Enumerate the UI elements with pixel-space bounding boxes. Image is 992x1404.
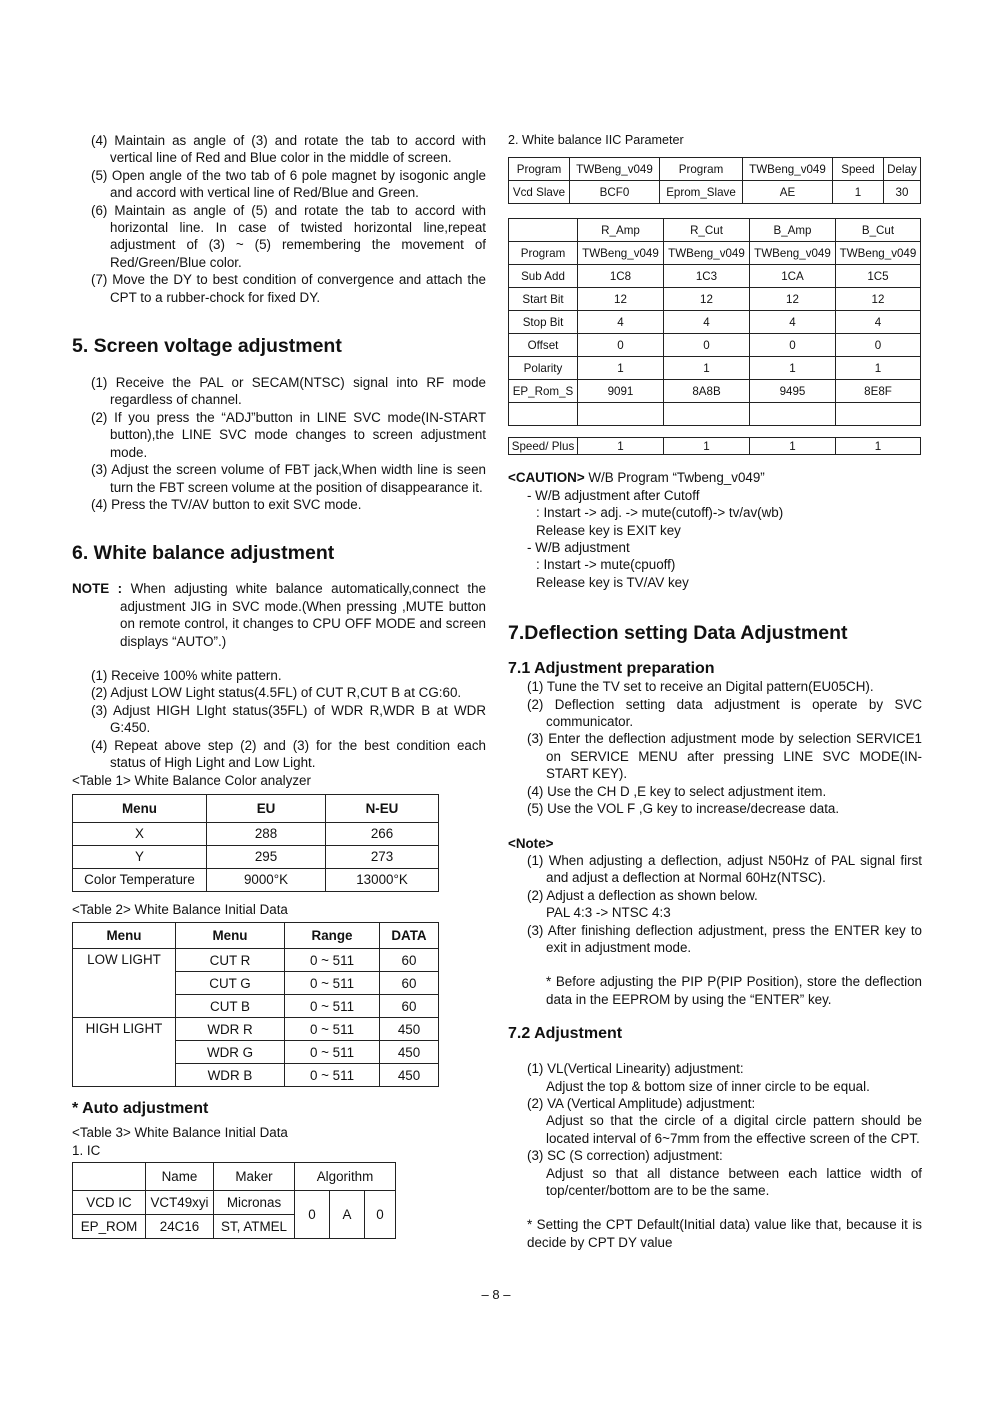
table-cell: Speed <box>833 158 884 181</box>
table-cell <box>509 219 578 242</box>
table-cell: 1 <box>664 357 750 380</box>
table-cell: 0 <box>365 1191 396 1239</box>
section-71-heading: 7.1 Adjustment preparation <box>508 660 715 678</box>
table-cell: 0 ~ 511 <box>285 995 380 1018</box>
note-star: * Before adjusting the PIP P(PIP Position), store the deflection data in the EEPROM by using the “ENTER” key. <box>546 974 922 1007</box>
table-cell: 266 <box>326 822 439 845</box>
table-cell: WDR G <box>176 1041 285 1064</box>
s71-item: (1) Tune the TV set to receive an Digital pattern(EU05CH). <box>527 679 874 695</box>
table-row <box>73 1018 439 1041</box>
table-cell: 0 ~ 511 <box>285 1018 380 1041</box>
table-cell: 60 <box>380 949 439 972</box>
table2-header: Range <box>285 923 380 949</box>
table-cell: 60 <box>380 972 439 995</box>
table-cell: 0 <box>836 334 921 357</box>
table3-caption: <Table 3> White Balance Initial Data <box>72 1125 288 1141</box>
section-72-heading: 7.2 Adjustment <box>508 1025 623 1043</box>
table-cell: 8A8B <box>664 380 750 403</box>
table-cell: Maker <box>214 1163 295 1191</box>
s72-item-body: Adjust the top & bottom size of inner circle to be equal. <box>546 1078 870 1094</box>
table-cell: R_Amp <box>578 219 664 242</box>
right-column <box>508 132 922 1251</box>
table-cell: 1 <box>578 357 664 380</box>
table2-header: Menu <box>73 923 176 949</box>
table-cell: Sub Add <box>509 265 578 288</box>
table-row <box>73 845 439 868</box>
iic-table-program <box>508 157 921 204</box>
s72-item-body: Adjust so that the circle of a digital circle pattern should be located interval of 6~7mm from the effective screen of the CPT. <box>546 1113 922 1146</box>
table-cell: 0 <box>664 334 750 357</box>
table-cell: Program <box>660 158 743 181</box>
section-6-list <box>72 667 486 771</box>
table-cell: 1 <box>833 181 884 204</box>
table-cell <box>836 403 921 426</box>
table-cell: 4 <box>578 311 664 334</box>
s6-item: (4) Repeat above step (2) and (3) for the best condition each status of High Light and Low Light. <box>91 737 486 770</box>
caution-text: W/B Program “Twbeng_v049” <box>584 470 765 486</box>
table-cell: Stop Bit <box>509 311 578 334</box>
table-cell: 295 <box>207 845 326 868</box>
table-cell: 1 <box>750 357 836 380</box>
table-cell <box>578 403 664 426</box>
table-cell: 0 <box>578 334 664 357</box>
table1-header: EU <box>207 794 326 822</box>
table-cell: Delay <box>884 158 921 181</box>
table-cell: Offset <box>509 334 578 357</box>
table-cell: AE <box>743 181 833 204</box>
iic-caption: 2. White balance IIC Parameter <box>508 133 684 147</box>
table-cell: 450 <box>380 1041 439 1064</box>
table-cell: 12 <box>578 288 664 311</box>
intro-list <box>72 132 486 306</box>
s5-item: (3) Adjust the screen volume of FBT jack,When width line is seen turn the FBT screen volume at the position of disappearance it. <box>91 462 486 495</box>
table-row <box>509 357 921 380</box>
table-row <box>509 380 921 403</box>
table3-ic <box>72 1162 396 1239</box>
table-cell: 450 <box>380 1064 439 1087</box>
s5-item: (4) Press the TV/AV button to exit SVC mode. <box>91 496 362 512</box>
intro-item: (6) Maintain as angle of (5) and rotate the tab to accord with horizontal line. In case of twisted horizontal line,repeat adjustment of (3) ~ (5) remembering the movement of Red/Green/Blue color. <box>91 202 486 270</box>
table-row <box>509 219 921 242</box>
table-row <box>73 1191 396 1215</box>
caution-item: - W/B adjustment <box>527 540 630 556</box>
table1-caption: <Table 1> White Balance Color analyzer <box>72 773 311 789</box>
table-cell: 288 <box>207 822 326 845</box>
table-cell: 9000°K <box>207 868 326 891</box>
table-cell: TWBeng_v049 <box>743 158 833 181</box>
table-cell <box>509 403 578 426</box>
table-cell: 4 <box>750 311 836 334</box>
table-row <box>509 288 921 311</box>
s72-item-title: (3) SC (S correction) adjustment: <box>527 1148 723 1164</box>
table-cell: Polarity <box>509 357 578 380</box>
table-cell: TWBeng_v049 <box>578 242 664 265</box>
table-cell: 9091 <box>578 380 664 403</box>
section-72-list <box>508 1060 922 1199</box>
note-item: (2) Adjust a deflection as shown below. <box>527 887 758 903</box>
note-item: (1) When adjusting a deflection, adjust N50Hz of PAL signal first and adjust a deflection at Normal 60Hz(NTSC). <box>527 852 922 886</box>
table-cell <box>73 1163 146 1191</box>
table-cell: HIGH LIGHT <box>73 1018 176 1087</box>
table-row <box>509 311 921 334</box>
table-cell: CUT G <box>176 972 285 995</box>
caution-item: : Instart -> mute(cpuoff) <box>536 557 676 573</box>
left-column <box>72 132 486 1239</box>
table-cell: A <box>330 1191 365 1239</box>
table2-caption: <Table 2> White Balance Initial Data <box>72 901 288 917</box>
table-cell <box>750 403 836 426</box>
table-row <box>509 403 921 426</box>
table-cell: 1 <box>836 357 921 380</box>
table-cell: 450 <box>380 1018 439 1041</box>
table-cell: 1 <box>664 438 750 455</box>
section-5-heading: 5. Screen voltage adjustment <box>72 335 342 358</box>
table-cell: 1C3 <box>664 265 750 288</box>
table-cell: EP_ROM <box>73 1215 146 1239</box>
table-cell: TWBeng_v049 <box>664 242 750 265</box>
table-cell: VCT49xyi <box>146 1191 214 1215</box>
table-cell: Algorithm <box>295 1163 396 1191</box>
table-cell: Name <box>146 1163 214 1191</box>
table-cell: 30 <box>884 181 921 204</box>
table-cell: X <box>73 822 207 845</box>
table-row <box>509 158 921 181</box>
table-row <box>509 181 921 204</box>
s72-item-body: Adjust so that all distance between each lattice width of top/center/bottom are to be the same. <box>546 1165 922 1198</box>
table-cell: 0 ~ 511 <box>285 1064 380 1087</box>
table1-white-balance-analyzer <box>72 794 439 892</box>
table-cell: Speed/ Plus <box>509 438 578 455</box>
table-cell: VCD IC <box>73 1191 146 1215</box>
table-cell: TWBeng_v049 <box>750 242 836 265</box>
table-cell: 0 <box>295 1191 330 1239</box>
table-cell: Vcd Slave <box>509 181 570 204</box>
table-cell: 0 ~ 511 <box>285 949 380 972</box>
table-cell: 0 <box>750 334 836 357</box>
table-cell: Program <box>509 158 570 181</box>
s6-item: (3) Adjust HIGH LIght status(35FL) of WDR R,WDR B at WDR G:450. <box>91 702 486 736</box>
s5-item: (1) Receive the PAL or SECAM(NTSC) signal into RF mode regardless of channel. <box>91 375 486 408</box>
note-pal-line: PAL 4:3 -> NTSC 4:3 <box>546 905 671 921</box>
table-row <box>509 265 921 288</box>
s72-item-title: (2) VA (Vertical Amplitude) adjustment: <box>527 1095 756 1111</box>
table-cell: 8E8F <box>836 380 921 403</box>
table-cell: Micronas <box>214 1191 295 1215</box>
note-item: (3) After finishing deflection adjustment, press the ENTER key to exit in adjustment mode. <box>527 922 922 955</box>
table-cell: 0 ~ 511 <box>285 1041 380 1064</box>
table-row <box>509 438 921 455</box>
table-cell: 1C8 <box>578 265 664 288</box>
s6-item: (1) Receive 100% white pattern. <box>91 667 282 683</box>
table-cell: 24C16 <box>146 1215 214 1239</box>
note-label: NOTE : <box>72 581 123 597</box>
table-cell: Eprom_Slave <box>660 181 743 204</box>
table2-white-balance-initial <box>72 922 439 1087</box>
page-number: – 8 – <box>481 1287 511 1302</box>
caution-item: Release key is EXIT key <box>536 522 681 538</box>
note-paragraph <box>72 580 486 650</box>
table-cell: TWBeng_v049 <box>570 158 660 181</box>
table-cell: 0 ~ 511 <box>285 972 380 995</box>
caution-line <box>508 469 922 486</box>
table-cell: 273 <box>326 845 439 868</box>
table-cell: 12 <box>750 288 836 311</box>
table3-subcaption: 1. IC <box>72 1142 101 1158</box>
table-cell: Program <box>509 242 578 265</box>
table-cell <box>664 403 750 426</box>
table-cell: 1 <box>836 438 921 455</box>
table-cell: LOW LIGHT <box>73 949 176 1018</box>
table-cell: R_Cut <box>664 219 750 242</box>
s72-item-title: (1) VL(Vertical Linearity) adjustment: <box>527 1061 744 1077</box>
table-cell: ST, ATMEL <box>214 1215 295 1239</box>
table1-header: N-EU <box>326 794 439 822</box>
note-heading: <Note> <box>508 835 554 851</box>
iic-table-channels <box>508 218 921 426</box>
table-cell: B_Cut <box>836 219 921 242</box>
final-note: * Setting the CPT Default(Initial data) value like that, because it is decide by CPT DY value <box>527 1217 922 1250</box>
s5-item: (2) If you press the “ADJ”button in LINE SVC mode(IN-START button),the LINE SVC mode changes to screen adjustment mode. <box>91 409 486 460</box>
table-cell: 1 <box>578 438 664 455</box>
table-cell: 9495 <box>750 380 836 403</box>
s6-item: (2) Adjust LOW Light status(4.5FL) of CUT R,CUT B at CG:60. <box>91 685 462 701</box>
caution-item: Release key is TV/AV key <box>536 574 689 590</box>
intro-item: (4) Maintain as angle of (3) and rotate the tab to accord with vertical line of Red and Blue color in the middle of screen. <box>91 133 486 166</box>
table2-header: DATA <box>380 923 439 949</box>
table-cell: TWBeng_v049 <box>836 242 921 265</box>
table-row <box>73 949 439 972</box>
table-cell: Start Bit <box>509 288 578 311</box>
table-cell: 12 <box>836 288 921 311</box>
table-cell: BCF0 <box>570 181 660 204</box>
auto-adjustment-heading: * Auto adjustment <box>72 1100 209 1118</box>
table-cell: 60 <box>380 995 439 1018</box>
section-71-list <box>508 678 922 817</box>
note-text: When adjusting white balance automatically,connect the adjustment JIG in SVC mode.(When pressing ,MUTE button on remote control, it changes to CPU OFF MODE and screen displays “AUTO”.) <box>120 581 486 649</box>
table-cell: CUT B <box>176 995 285 1018</box>
section-6-heading: 6. White balance adjustment <box>72 542 335 565</box>
section-5-list <box>72 374 486 513</box>
table-cell: 4 <box>664 311 750 334</box>
intro-item: (5) Open angle of the two tab of 6 pole magnet by isogonic angle and accord with vertical line of Red/Blue and Green. <box>91 167 486 201</box>
iic-table-speed <box>508 437 921 455</box>
table-cell: CUT R <box>176 949 285 972</box>
table-cell: Color Temperature <box>73 868 207 891</box>
table-cell: EP_Rom_S <box>509 380 578 403</box>
caution-item: : Instart -> adj. -> mute(cutoff)-> tv/av(wb) <box>536 505 784 521</box>
table-cell: 1C5 <box>836 265 921 288</box>
s71-item: (4) Use the CH D ,E key to select adjustment item. <box>527 783 827 799</box>
caution-item: - W/B adjustment after Cutoff <box>527 487 700 503</box>
table-cell: 1CA <box>750 265 836 288</box>
table-cell: B_Amp <box>750 219 836 242</box>
table-cell: WDR R <box>176 1018 285 1041</box>
s71-item: (2) Deflection setting data adjustment is operate by SVC communicator. <box>527 696 922 730</box>
section-7-heading: 7.Deflection setting Data Adjustment <box>508 622 848 645</box>
table-cell: 4 <box>836 311 921 334</box>
table-row <box>509 334 921 357</box>
table-row <box>509 242 921 265</box>
table-cell: WDR B <box>176 1064 285 1087</box>
table-cell: 12 <box>664 288 750 311</box>
s71-item: (5) Use the VOL F ,G key to increase/decrease data. <box>527 801 840 817</box>
table-cell: 13000°K <box>326 868 439 891</box>
table-row <box>73 822 439 845</box>
table-cell: 1 <box>750 438 836 455</box>
table1-header: Menu <box>73 794 207 822</box>
table-row <box>73 868 439 891</box>
table-cell: Y <box>73 845 207 868</box>
s71-item: (3) Enter the deflection adjustment mode by selection SERVICE1 on SERVICE MENU after pressing LINE SVC MODE(IN-START KEY). <box>527 731 922 782</box>
intro-item: (7) Move the DY to best condition of convergence and attach the CPT to a rubber-chock for fixed DY. <box>91 272 486 305</box>
table2-header: Menu <box>176 923 285 949</box>
caution-label: <CAUTION> <box>508 470 585 486</box>
